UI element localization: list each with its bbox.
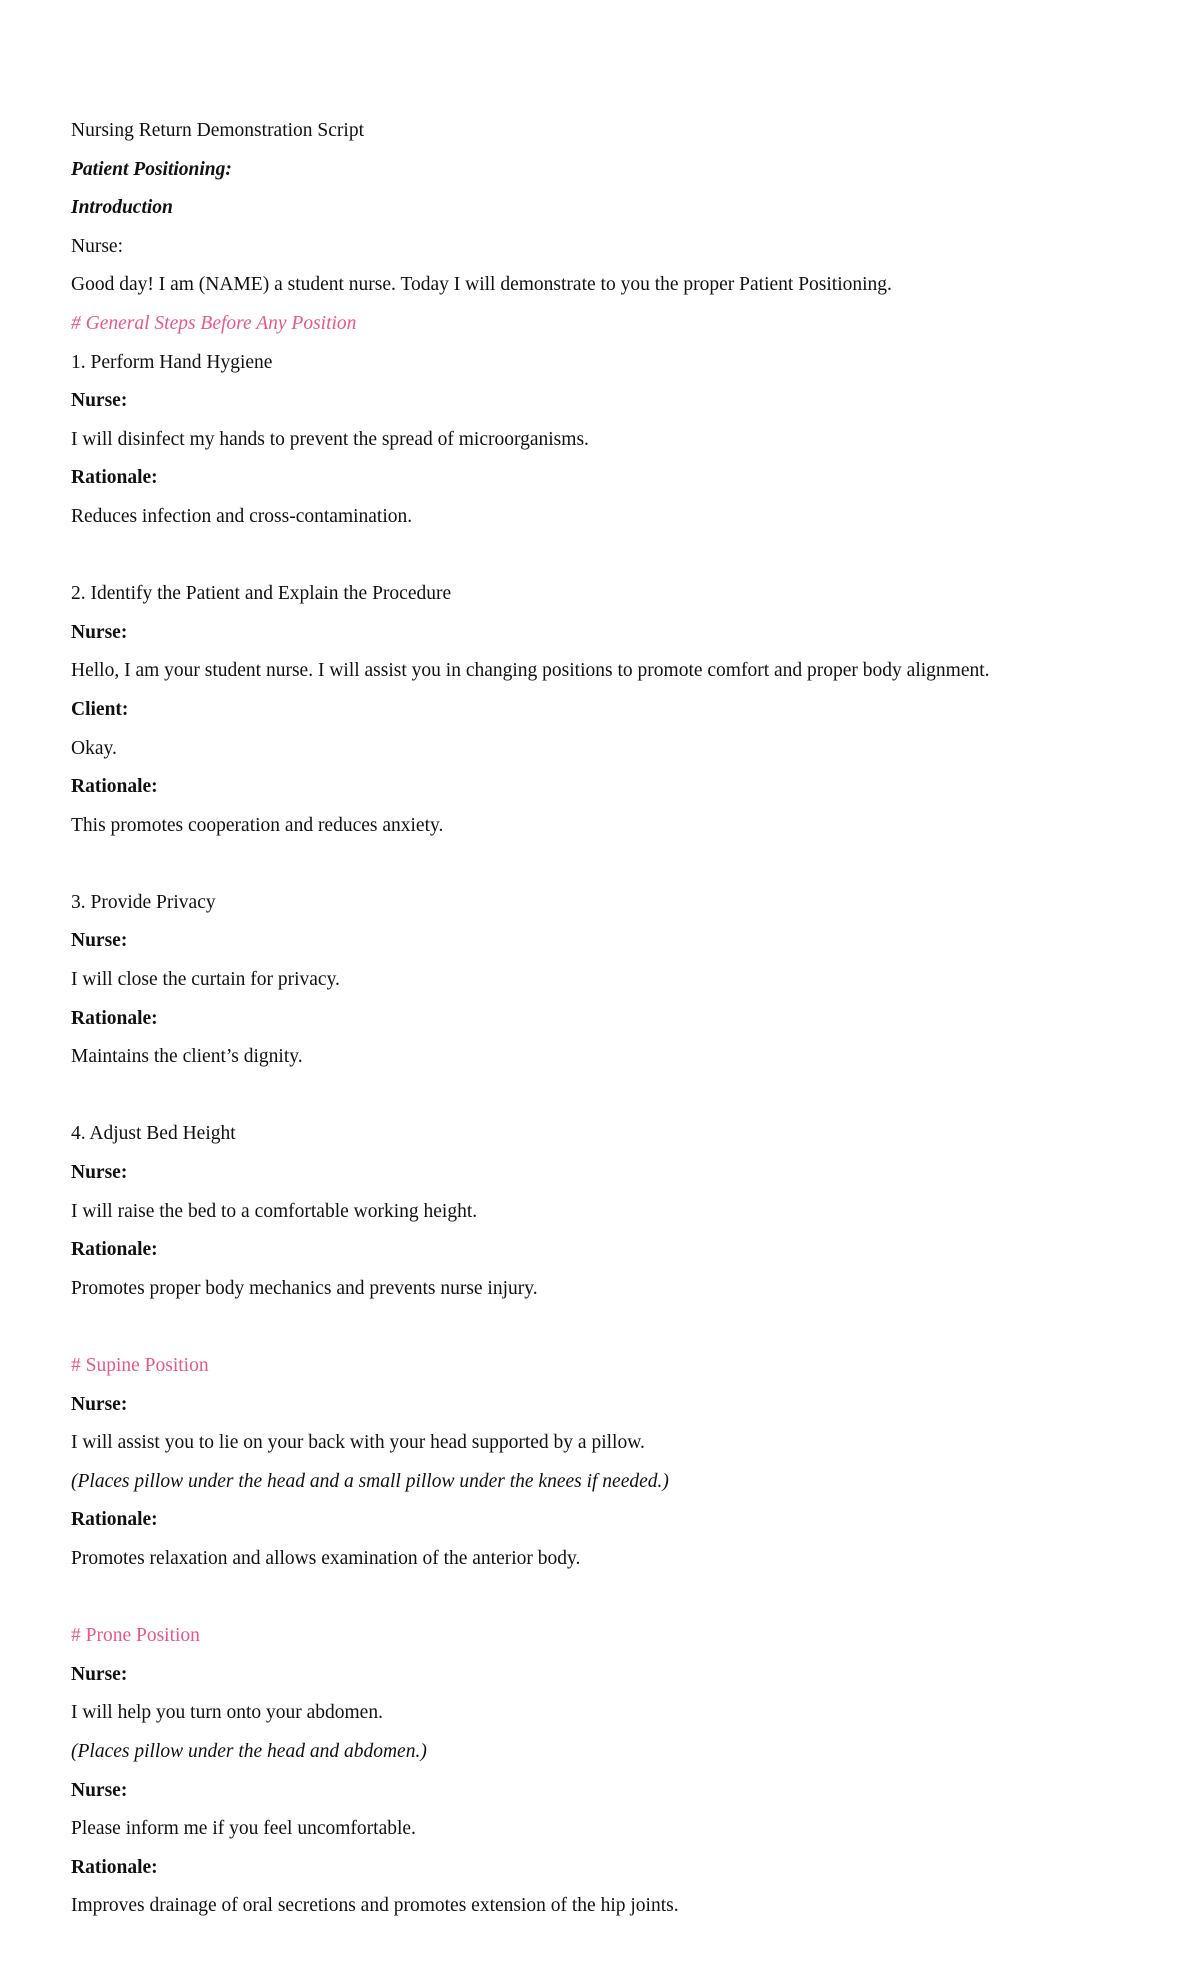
step-title: 2. Identify the Patient and Explain the Procedure	[71, 583, 452, 605]
nurse-text: I will disinfect my hands to prevent the spread of microorganisms.	[71, 428, 589, 450]
general-steps-heading: # General Steps Before Any Position	[71, 312, 357, 334]
nurse-text: I will help you turn onto your abdomen.	[71, 1702, 383, 1724]
rationale-text: This promotes cooperation and reduces anxiety.	[71, 814, 444, 836]
rationale-label: Rationale:	[71, 1007, 158, 1029]
step-title: 1. Perform Hand Hygiene	[71, 351, 273, 373]
step-title: 3. Provide Privacy	[71, 891, 216, 913]
nurse-text: I will close the curtain for privacy.	[71, 969, 340, 991]
rationale-text: Promotes proper body mechanics and prevents nurse injury.	[71, 1277, 538, 1299]
intro-text: Good day! I am (NAME) a student nurse. Today I will demonstrate to you the proper Patient Positioning.	[71, 274, 892, 296]
nurse-text: Hello, I am your student nurse. I will assist you in changing positions to promote comfort and proper body alignment.	[71, 660, 990, 682]
nurse-label: Nurse:	[71, 1779, 128, 1801]
nurse-text: Please inform me if you feel uncomfortable.	[71, 1818, 416, 1840]
rationale-text: Improves drainage of oral secretions and promotes extension of the hip joints.	[71, 1895, 679, 1917]
intro-heading: Introduction	[71, 197, 173, 219]
nurse-text: I will raise the bed to a comfortable working height.	[71, 1200, 478, 1222]
rationale-text: Reduces infection and cross-contamination.	[71, 505, 413, 527]
step-title: 4. Adjust Bed Height	[71, 1123, 236, 1145]
rationale-label: Rationale:	[71, 1509, 158, 1531]
nurse-label: Nurse:	[71, 621, 128, 643]
document-subtitle: Patient Positioning:	[71, 158, 232, 180]
nurse-label: Nurse:	[71, 1663, 128, 1685]
rationale-text: Promotes relaxation and allows examination of the anterior body.	[71, 1547, 581, 1569]
rationale-label: Rationale:	[71, 1856, 158, 1878]
prone-heading: # Prone Position	[71, 1625, 200, 1647]
rationale-label: Rationale:	[71, 1239, 158, 1261]
spacer	[71, 1583, 1151, 1622]
action-note: (Places pillow under the head and abdomen.)	[71, 1740, 427, 1762]
nurse-label: Nurse:	[71, 930, 128, 952]
client-label: Client:	[71, 698, 129, 720]
rationale-label: Rationale:	[71, 776, 158, 798]
rationale-label: Rationale:	[71, 467, 158, 489]
supine-heading: # Supine Position	[71, 1355, 209, 1376]
spacer	[71, 849, 1151, 888]
nurse-label: Nurse:	[71, 1393, 128, 1415]
client-text: Okay.	[71, 737, 117, 759]
nurse-label: Nurse:	[71, 1162, 128, 1184]
intro-speaker: Nurse:	[71, 235, 123, 257]
document-title: Nursing Return Demonstration Script	[71, 120, 365, 141]
document-page	[71, 116, 1151, 1930]
spacer	[71, 541, 1151, 580]
nurse-text: I will assist you to lie on your back with your head supported by a pillow.	[71, 1432, 645, 1454]
action-note: (Places pillow under the head and a small pillow under the knees if needed.)	[71, 1470, 669, 1492]
spacer	[71, 1081, 1151, 1120]
nurse-label: Nurse:	[71, 390, 128, 412]
rationale-text: Maintains the client’s dignity.	[71, 1046, 303, 1068]
spacer	[71, 1312, 1151, 1351]
